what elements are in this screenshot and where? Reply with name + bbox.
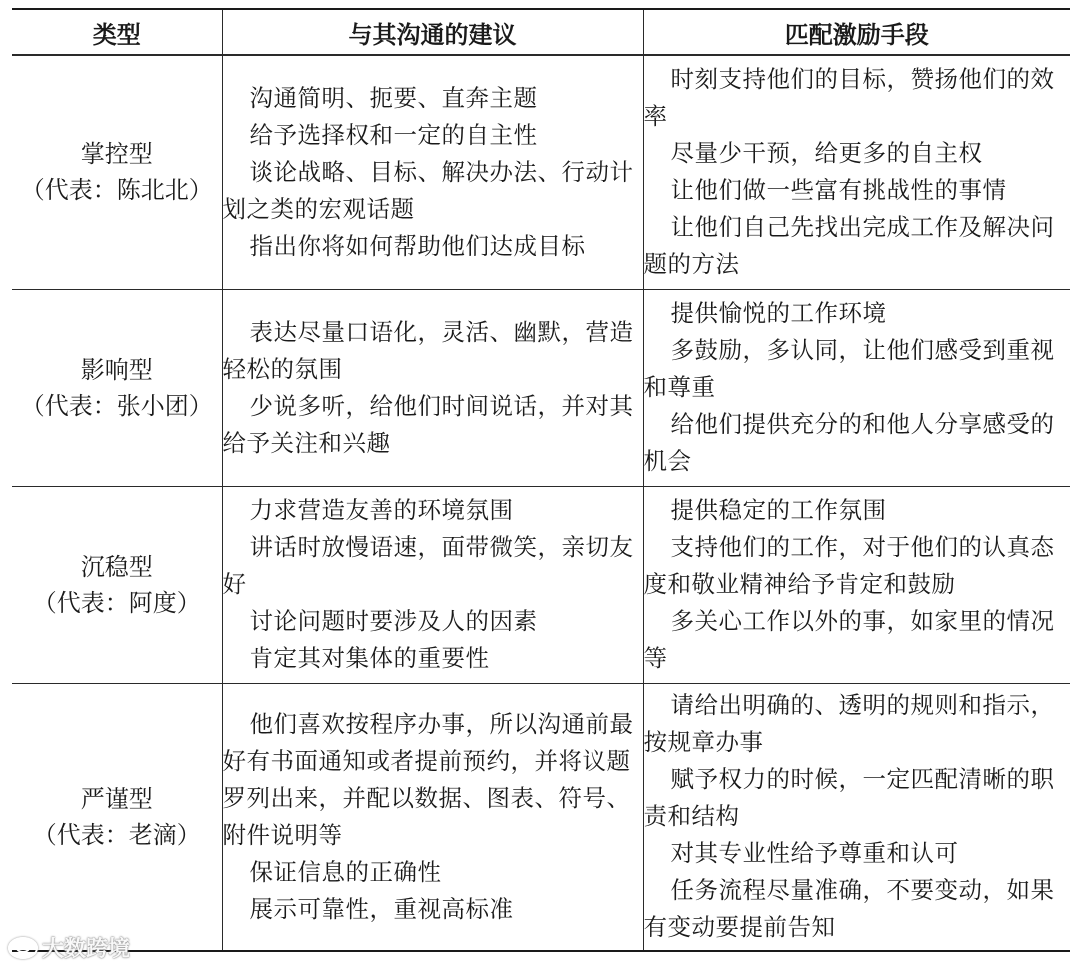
advice-item: 少说多听，给他们时间说话，并对其给予关注和兴趣 — [222, 391, 634, 457]
type-representative: （代表：陈北北） — [20, 176, 213, 205]
comparison-table — [12, 8, 1070, 952]
advice-item: 讨论问题时要涉及人的因素 — [249, 607, 538, 635]
table-row — [12, 289, 1070, 486]
advice-cell — [222, 55, 643, 289]
advice-item: 讲话时放慢语速，面带微笑，亲切友好 — [222, 533, 634, 598]
type-cell — [12, 289, 222, 486]
type-name: 沉稳型 — [80, 552, 153, 581]
incentive-item: 任务流程尽量准确，不要变动，如果有变动要提前告知 — [643, 876, 1055, 942]
advice-item: 指出你将如何帮助他们达成目标 — [249, 231, 586, 260]
header-type: 类型 — [12, 9, 222, 55]
header-incentive: 匹配激励手段 — [643, 9, 1070, 55]
table-row — [12, 683, 1070, 951]
advice-cell — [222, 486, 643, 683]
watermark-logo-icon — [8, 937, 38, 959]
header-row — [12, 9, 1070, 55]
incentive-item: 多关心工作以外的事，如家里的情况等 — [643, 607, 1055, 672]
incentive-item: 让他们自己先找出完成工作及解决问题的方法 — [643, 213, 1055, 279]
type-representative: （代表：张小团） — [20, 391, 213, 420]
incentive-item: 提供愉悦的工作环境 — [670, 299, 887, 327]
type-cell — [12, 55, 222, 289]
advice-item: 他们喜欢按程序办事，所以沟通前最好有书面通知或者提前预约，并将议题罗列出来，并配以数据、图表、符号、附件说明等 — [222, 709, 634, 849]
advice-item: 沟通简明、扼要、直奔主题 — [249, 83, 538, 112]
incentive-cell — [643, 683, 1070, 951]
advice-item: 展示可靠性，重视高标准 — [249, 894, 514, 923]
type-name: 严谨型 — [80, 784, 153, 813]
advice-item: 保证信息的正确性 — [249, 857, 442, 886]
incentive-item: 赋予权力的时候，一定匹配清晰的职责和结构 — [643, 765, 1055, 831]
incentive-item: 给他们提供充分的和他人分享感受的机会 — [643, 410, 1055, 475]
incentive-cell — [643, 55, 1070, 289]
watermark-text: 大数跨境 — [42, 937, 131, 962]
type-cell — [12, 683, 222, 951]
type-name: 掌控型 — [80, 140, 153, 169]
incentive-item: 请给出明确的、透明的规则和指示，按规章办事 — [643, 691, 1055, 757]
type-cell — [12, 486, 222, 683]
incentive-cell — [643, 486, 1070, 683]
type-representative: （代表：老滴） — [32, 820, 201, 849]
advice-cell — [222, 289, 643, 486]
incentive-item: 对其专业性给予尊重和认可 — [670, 839, 959, 868]
incentive-item: 多鼓励，多认同，让他们感受到重视和尊重 — [643, 336, 1055, 401]
advice-item: 谈论战略、目标、解决办法、行动计划之类的宏观话题 — [222, 157, 634, 223]
table-row — [12, 486, 1070, 683]
incentive-item: 提供稳定的工作氛围 — [670, 496, 887, 524]
type-name: 影响型 — [80, 355, 153, 384]
table-row — [12, 55, 1070, 289]
incentive-cell — [643, 289, 1070, 486]
advice-item: 给予选择权和一定的自主性 — [249, 120, 538, 149]
incentive-item: 让他们做一些富有挑战性的事情 — [670, 176, 1007, 205]
advice-item: 肯定其对集体的重要性 — [249, 644, 490, 672]
advice-item: 表达尽量口语化，灵活、幽默，营造轻松的氛围 — [222, 317, 634, 383]
incentive-item: 支持他们的工作，对于他们的认真态度和敬业精神给予肯定和鼓励 — [643, 533, 1055, 598]
type-representative: （代表：阿度） — [32, 588, 201, 617]
advice-cell — [222, 683, 643, 951]
incentive-item: 时刻支持他们的目标，赞扬他们的效率 — [643, 65, 1055, 131]
incentive-item: 尽量少干预，给更多的自主权 — [670, 139, 983, 168]
header-advice: 与其沟通的建议 — [222, 9, 643, 55]
advice-item: 力求营造友善的环境氛围 — [249, 496, 514, 524]
watermark — [8, 932, 130, 963]
